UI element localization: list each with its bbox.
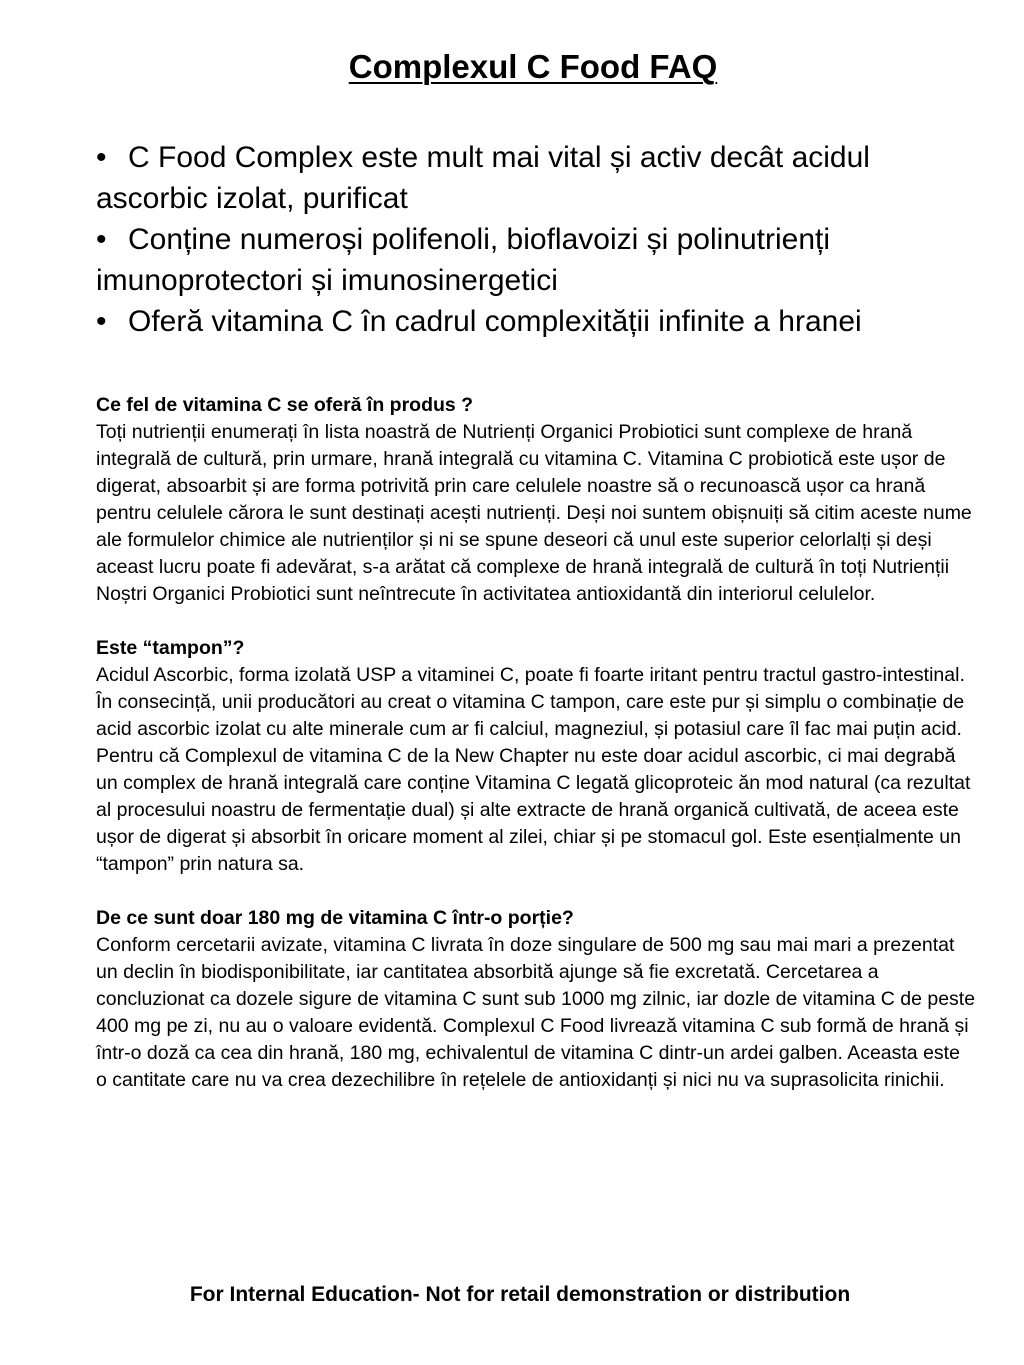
faq-section: [96, 392, 976, 1121]
faq-item: [96, 905, 976, 1094]
faq-answer: Conform cercetarii avizate, vitamina C livrata în doze singulare de 500 mg sau mai mari a prezentat un declin în biodisponibilitate, iar cantitatea absorbită ajunge să fie excretată. Cercetarea a concluzionat ca dozele sigure de vitamina C sunt sub 1000 mg zilnic, iar dozle de vitamina C de peste 400 mg pe zi, nu au o valoare evidentă. Complexul C Food livrează vitamina C sub formă de hrană și într-o doză ca cea din hrană, 180 mg, echivalentul de vitamina C dintr-un ardei galben. Aceasta este o cantitate care nu va crea dezechilibre în rețelele de antioxidanți și nici nu va suprasolicita rinichii.: [96, 934, 976, 1091]
bullet-item: [96, 301, 981, 342]
faq-answer: Acidul Ascorbic, forma izolată USP a vitaminei C, poate fi foarte iritant pentru tractul gastro-intestinal. În consecință, unii producători au creat o vitamina C tampon, care este pur și simplu o combinație de acid ascorbic izolat cu alte minerale cum ar fi calciul, magneziul, și potasiul care îl fac mai puțin acid. Pentru că Complexul de vitamina C de la New Chapter nu este doar acidul ascorbic, ci mai degrabă un complex de hrană integrală care conține Vitamina C legată glicoproteic ăn mod natural (ca rezultat al procesului noastru de fermentație dual) și alte extracte de hrană organică cultivată, de aceea este ușor de digerat și absorbit în oricare moment al zilei, chiar și pe stomacul gol. Este esențialmente un “tampon” prin natura sa.: [96, 664, 971, 875]
bullet-item: [96, 219, 981, 301]
faq-question: De ce sunt doar 180 mg de vitamina C într-o porție?: [96, 907, 574, 929]
faq-item: [96, 392, 976, 608]
faq-question: Este “tampon”?: [96, 637, 245, 659]
bullet-text: Conține numeroși polifenoli, bioflavoizi și polinutrienți imunoprotectori și imunosinergetici: [96, 223, 831, 297]
bullet-icon: •: [96, 305, 107, 338]
faq-item: [96, 635, 976, 878]
bullet-icon: •: [96, 223, 107, 256]
key-points-list: [96, 137, 981, 342]
page-title: Complexul C Food FAQ: [348, 48, 718, 85]
faq-question: Ce fel de vitamina C se oferă în produs ?: [96, 394, 474, 416]
bullet-item: [96, 137, 981, 219]
faq-answer: Toți nutrienții enumerați în lista noastră de Nutrienți Organici Probiotici sunt complexe de hrană integrală de cultură, prin urmare, hrană integrală cu vitamina C. Vitamina C probiotică este ușor de digerat, absoarbit și are forma potrivită prin care celulele noastre să o recunoască ușor ca hrană pentru celulele cărora le sunt destinați acești nutrienți. Deși noi suntem obișnuiți să citim aceste nume ale formulelor chimice ale nutrienților și ni se spune deseori că unul este superior celorlalți și deși aceast lucru poate fi adevărat, s-a arătat că complexe de hrană integrală de cultură în toți Nutrienții Noștri Organici Probiotici sunt neîntrecute în activitatea antioxidantă din interiorul celulelor.: [96, 421, 972, 605]
footer-disclaimer: For Internal Education- Not for retail demonstration or distribution: [189, 1283, 851, 1306]
bullet-icon: •: [96, 141, 107, 174]
bullet-text: C Food Complex este mult mai vital și activ decât acidul ascorbic izolat, purificat: [96, 141, 870, 215]
bullet-text: Oferă vitamina C în cadrul complexității infinite a hranei: [128, 305, 862, 338]
